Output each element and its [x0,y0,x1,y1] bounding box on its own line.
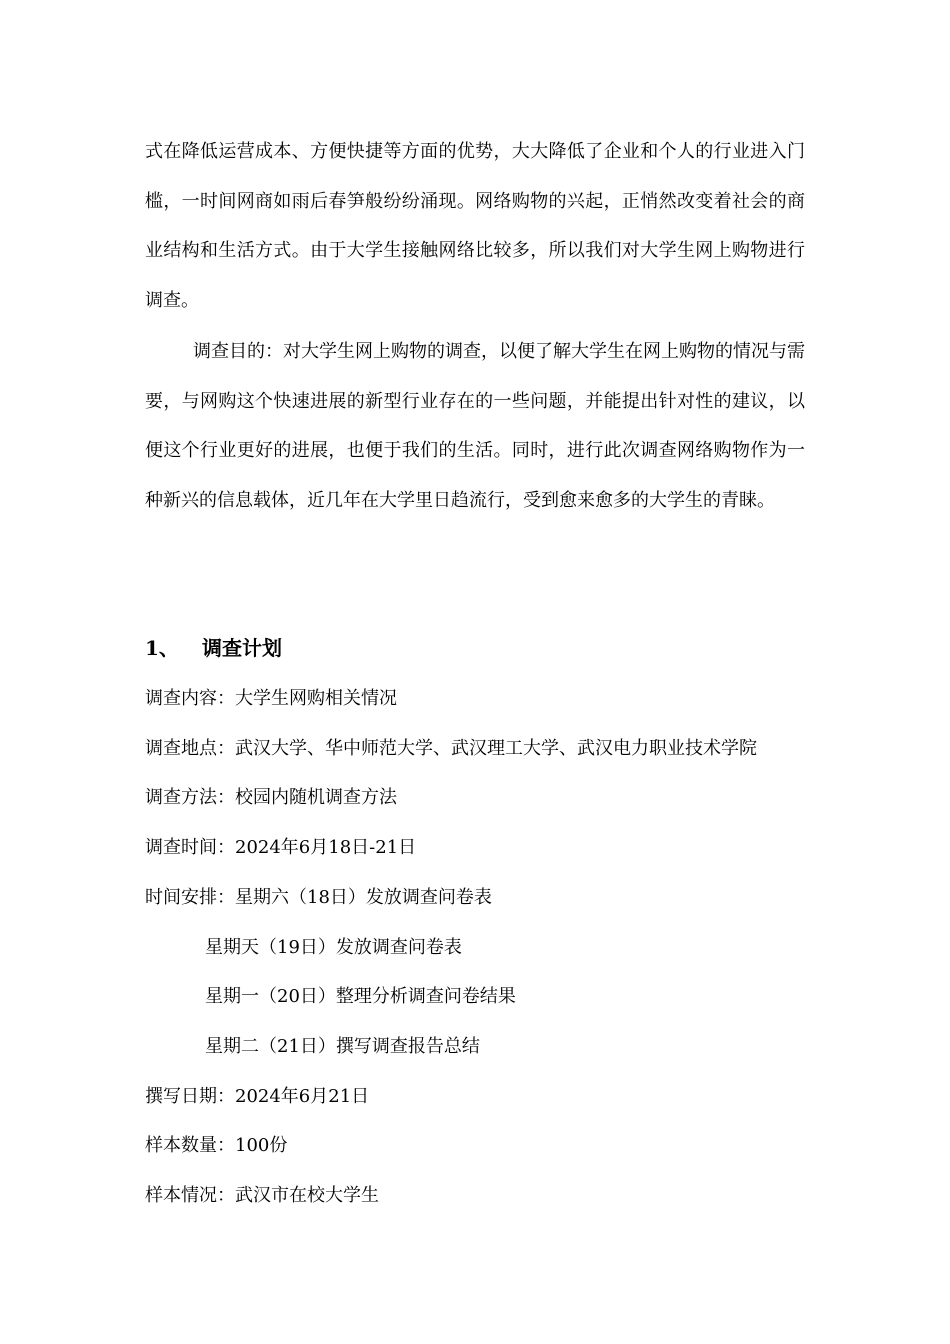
survey-plan-list [145,674,825,1221]
purpose-paragraph: 调查目的：对大学生网上购物的调查，以便了解大学生在网上购物的情况与需要，与网购这个快速进展的新型行业存在的一些问题，并能提出针对性的建议，以便这个行业更好的进展，也便于我们的生活。同时，进行此次调查网络购物作为一种新兴的信息载体，近几年在大学里日趋流行，受到愈来愈多的大学生的青睐。 [145,341,805,511]
plan-schedule-item: 星期一（20日）整理分析调查问卷结果 [205,986,516,1008]
section-title: 调查计划 [202,636,282,660]
plan-sample-info: 样本情况：武汉市在校大学生 [145,1185,379,1207]
plan-schedule-item: 时间安排：星期六（18日）发放调查问卷表 [145,886,492,908]
section-number: 1、 [145,636,179,660]
plan-time: 调查时间：2024年6月18日-21日 [145,837,417,859]
plan-location: 调查地点：武汉大学、华中师范大学、武汉理工大学、武汉电力职业技术学院 [145,737,757,759]
plan-schedule-item: 星期天（19日）发放调查问卷表 [205,936,462,958]
intro-paragraph: 式在降低运营成本、方便快捷等方面的优势，大大降低了企业和个人的行业进入门槛，一时间网商如雨后春笋般纷纷涌现。网络购物的兴起，正悄然改变着社会的商业结构和生活方式。由于大学生接触网络比较多，所以我们对大学生网上购物进行调查。 [145,141,805,311]
plan-schedule-item: 星期二（21日）撰写调查报告总结 [205,1035,480,1057]
section-heading [145,630,282,666]
plan-content: 调查内容：大学生网购相关情况 [145,688,397,709]
plan-date: 撰写日期：2024年6月21日 [145,1085,370,1107]
plan-method: 调查方法：校园内随机调查方法 [145,787,397,809]
plan-sample-count: 样本数量：100份 [145,1135,288,1157]
